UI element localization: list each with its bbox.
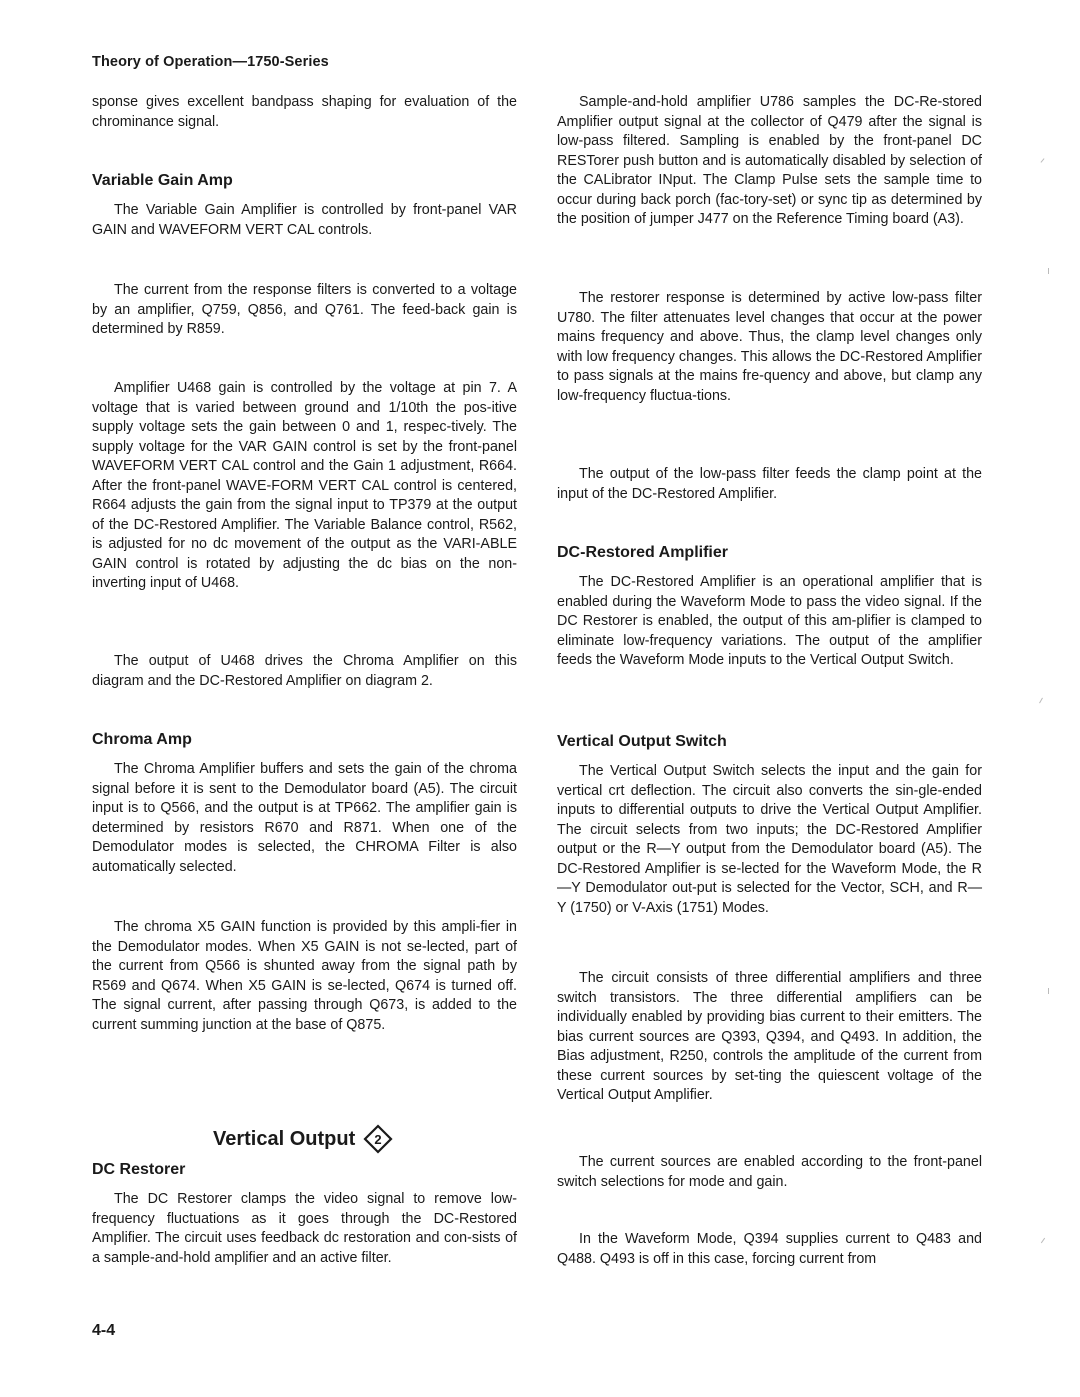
paragraph: The output of the low-pass filter feeds the clamp point at the input of the DC-Restored Amplifier. — [557, 466, 982, 502]
paragraph: The current sources are enabled according to the front-panel switch selections for mode and gain. — [557, 1154, 982, 1190]
paragraph: The current from the response filters is converted to a voltage by an amplifier, Q759, Q856, and Q761. The feed-back gain is determined by R859. — [92, 282, 517, 337]
scan-artifact — [1041, 1238, 1045, 1243]
section-heading: Chroma Amp — [92, 731, 192, 748]
running-header: Theory of Operation—1750-Series — [92, 54, 329, 70]
section-title-text: Vertical Output — [213, 1127, 356, 1150]
paragraph: The DC Restorer clamps the video signal to remove low-frequency fluctuations as it goes through the DC-Restored Amplifier. The circuit uses feedback dc restoration and con-sists of a sample-and-hold amplifier and an active filter. — [92, 1191, 517, 1266]
paragraph: The restorer response is determined by active low-pass filter U780. The filter attenuates level changes that occur at the power mains frequency and above. Thus, the clamp level changes only with low frequency changes. This allows the DC-Restored Amplifier to pass signals at the mains fre-quency and above, but clamp any low-frequency fluctua-tions. — [557, 290, 982, 404]
variable-gain-amp-section — [92, 171, 517, 240]
diagram-number: 2 — [374, 1132, 382, 1147]
continuation-paragraph: sponse gives excellent bandpass shaping for evaluation of the chrominance signal. — [92, 94, 517, 130]
paragraph: The Variable Gain Amplifier is controlled by front-panel VAR GAIN and WAVEFORM VERT CAL controls. — [92, 202, 517, 238]
page-number: 4-4 — [92, 1322, 116, 1339]
paragraph: The chroma X5 GAIN function is provided by this ampli-fier in the Demodulator modes. When X5 GAIN is not se-lected, part of the current from Q566 is shunted away from the signal path by R569 and Q674. When X5 GAIN is se-lected, Q674 is turned off. The signal current, after passing through Q673, is added to the current summing junction at the base of Q875. — [92, 919, 517, 1033]
diagram-number-diamond-icon — [363, 1124, 393, 1154]
scan-artifact — [1048, 988, 1049, 994]
vertical-output-switch-section — [557, 732, 982, 918]
dc-restored-amplifier-section — [557, 543, 982, 671]
paragraph: The Vertical Output Switch selects the input and the gain for vertical crt deflection. The circuit also converts the sin-gle-ended inputs to differential outputs to drive the Vertical Output Amplifier. The circuit selects from two inputs; the DC-Restored Amplifier output or the R—Y output from the Demodulator board (A5). The DC-Restored Amplifier is se-lected for the Waveform Mode, the R—Y Demodulator out-put is selected for the Vector, SCH, and R—Y (1750) or V-Axis (1751) Modes. — [557, 763, 982, 916]
section-heading: DC Restorer — [92, 1161, 186, 1178]
paragraph: The circuit consists of three differential amplifiers and three switch transistors. The three differential amplifiers can be individually enabled by providing bias current to their emitters. The bias current sources are Q393, Q394, and Q493. In addition, the Bias adjustment, R250, controls the amplitude of the current from these current sources by set-ting the quiescent voltage of the Vertical Output Amplifier. — [557, 970, 982, 1103]
section-heading: DC-Restored Amplifier — [557, 544, 728, 561]
section-heading: Vertical Output Switch — [557, 733, 727, 750]
paragraph: In the Waveform Mode, Q394 supplies current to Q483 and Q488. Q493 is off in this case, forcing current from — [557, 1231, 982, 1267]
paragraph: The output of U468 drives the Chroma Amplifier on this diagram and the DC-Restored Amplifier on diagram 2. — [92, 653, 517, 689]
major-section-title — [213, 1124, 393, 1154]
scan-artifact — [1041, 158, 1045, 162]
paragraph: The DC-Restored Amplifier is an operational amplifier that is enabled during the Waveform Mode to pass the video signal. If the DC Restorer is enabled, the output of this am-plifier is clamped to eliminate low-frequency variations. The output of the amplifier feeds the Waveform Mode inputs to the Vertical Output Switch. — [557, 574, 982, 668]
dc-restorer-section — [92, 1160, 517, 1268]
paragraph: Amplifier U468 gain is controlled by the voltage at pin 7. A voltage that is varied between ground and 1/10th the pos-itive supply voltage sets the gain between 0 and 1, respec-tively. The supply voltage for the VAR GAIN control is set by the front-panel WAVEFORM VERT CAL control and the Gain 1 adjustment, R664. After the front-panel WAVE-FORM VERT CAL control is centered, R664 adjusts the gain from the signal input to TP379 at the output of the DC-Restored Amplifier. The Variable Balance control, R562, is adjusted for no dc movement of the output as the VARI-ABLE GAIN control is rotated by adjusting the dc bias on the non-inverting input of U468. — [92, 380, 517, 591]
scan-artifact — [1048, 268, 1049, 274]
chroma-amp-section — [92, 730, 517, 877]
paragraph: The Chroma Amplifier buffers and sets the gain of the chroma signal before it is sent to the Demodulator board (A5). The circuit input is to Q566, and the output is at TP662. The amplifier gain is determined by resistors R670 and R871. When one of the Demodulator modes is selected, the CHROMA Filter is also automatically selected. — [92, 761, 517, 875]
paragraph: Sample-and-hold amplifier U786 samples the DC-Re-stored Amplifier output signal at the collector of Q479 after the signal is low-pass filtered. Sampling is enabled by the front-panel DC RESTorer push button and is automatically disabled by selection of the CALibrator INput. The Clamp Pulse sets the sample time to occur during back porch (fac-tory-set) or sync tip as determined by the position of jumper J477 on the Reference Timing board (A3). — [557, 94, 982, 227]
scan-artifact — [1039, 698, 1043, 704]
section-heading: Variable Gain Amp — [92, 172, 233, 189]
